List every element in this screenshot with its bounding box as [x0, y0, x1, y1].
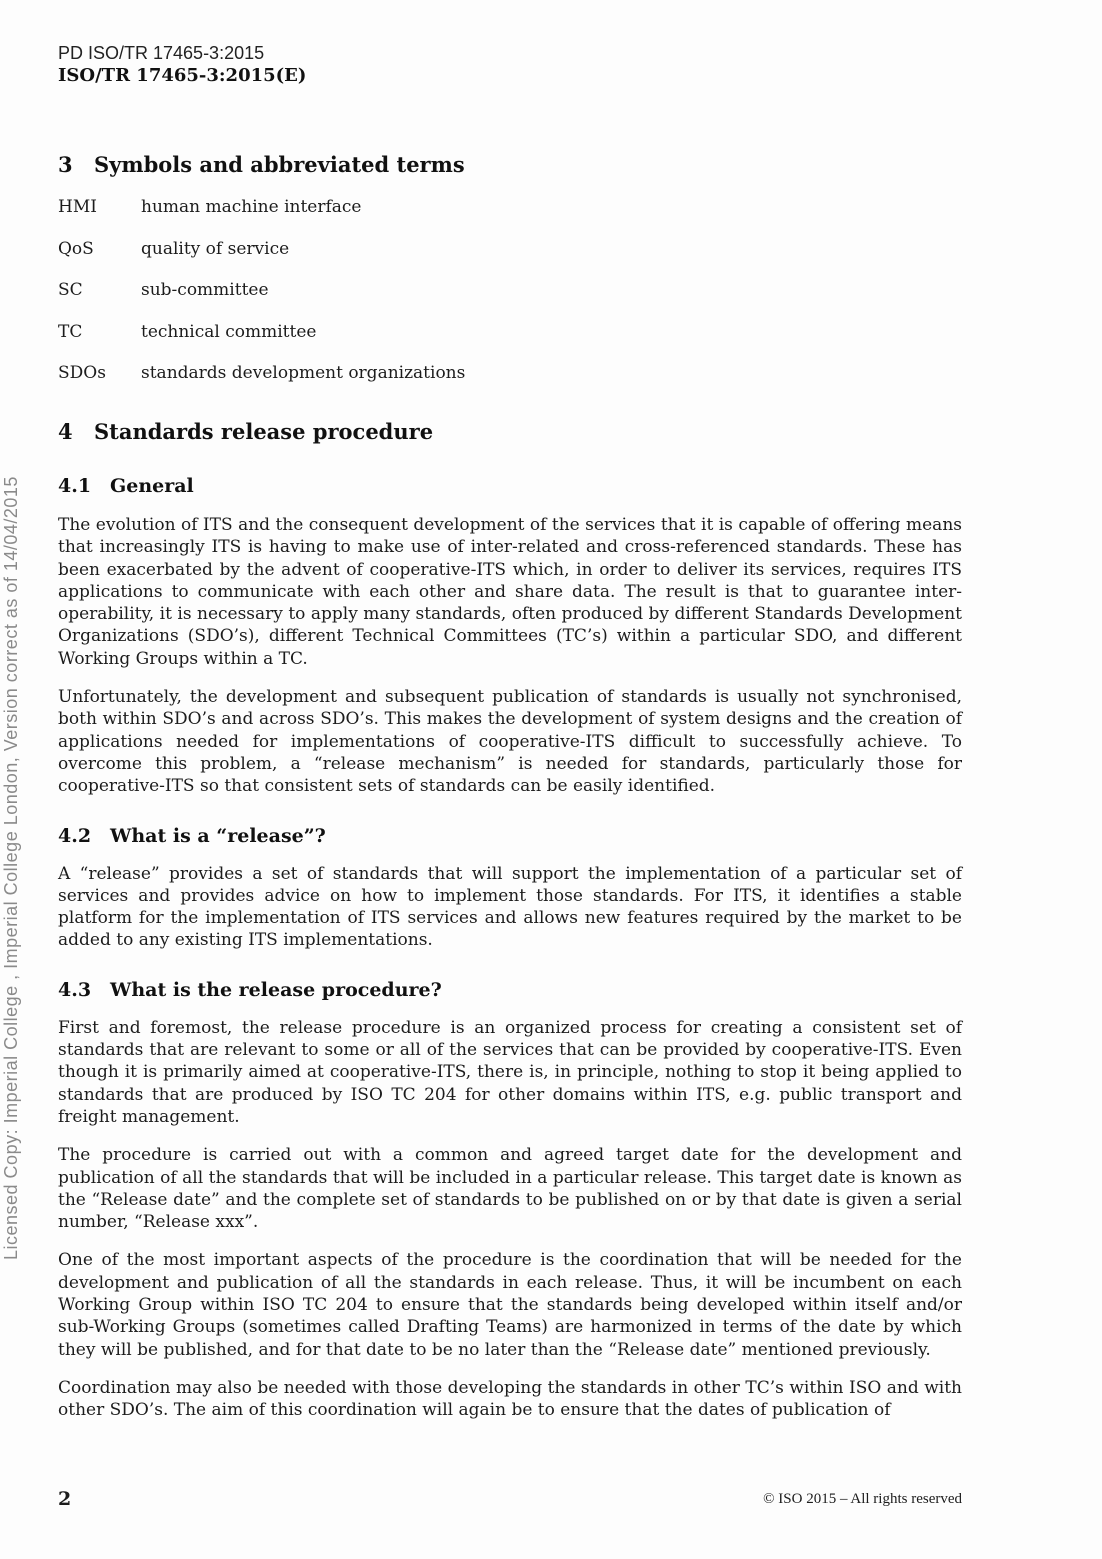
subsection-title: General [110, 475, 194, 497]
abbreviation-term: QoS [58, 238, 94, 259]
paragraph: The evolution of ITS and the consequent development of the services that it is capable of offering means that increasingly ITS is having to make use of inter-related and cross-referenced standards. These has been exacerbated by the advent of cooperative-ITS which, in order to deliver its services, requires ITS applications to communicate with each other and share data. The result is that to guarantee inter-operability, it is necessary to apply many standards, often produced by different Standards Development Organizations (SDO’s), different Technical Committees (TC’s) within a particular SDO, and different Working Groups within a TC. [58, 515, 962, 669]
subsection-title: What is the release procedure? [110, 978, 442, 1001]
paragraph: A “release” provides a set of standards that will support the implementation of a particular set of services and provides advice on how to implement those standards. For ITS, it identifies a stable platform for the implementation of ITS services and allows new features required by the market to be added to any existing ITS implementations. [58, 863, 962, 951]
subsection-4-2-heading [58, 823, 962, 849]
page-content [58, 150, 962, 1422]
subsection-4-1-heading [58, 473, 962, 499]
section-3-heading [58, 150, 962, 180]
abbreviation-item [58, 238, 962, 260]
abbreviation-item [58, 279, 962, 301]
section-title: Standards release procedure [94, 419, 434, 444]
section-number: 4 [58, 419, 73, 444]
section-number: 3 [58, 152, 73, 177]
abbreviation-definition: standards development organizations [141, 363, 466, 383]
abbreviation-term: SC [58, 280, 83, 300]
abbreviation-term: TC [58, 321, 83, 342]
subsection-number: 4.1 [58, 475, 92, 497]
copyright-notice: © ISO 2015 – All rights reserved [763, 1491, 962, 1507]
paragraph: Coordination may also be needed with those developing the standards in other TC’s within ISO and with other SDO’s. The aim of this coordination will again be to ensure that the dates of publication of [58, 1377, 962, 1421]
header-line-1: PD ISO/TR 17465-3:2015 [58, 43, 265, 63]
section-4-heading [58, 417, 962, 447]
paragraph: Unfortunately, the development and subsequent publication of standards is usually not synchronised, both within SDO’s and across SDO’s. This makes the development of system designs and the creation of applications needed for implementations of cooperative-ITS difficult to successfully achieve. To overcome this problem, a “release mechanism” is needed for standards, particularly those for cooperative-ITS so that consistent sets of standards can be easily identified. [58, 687, 962, 797]
abbreviation-list [58, 196, 962, 384]
header-line-2: ISO/TR 17465-3:2015(E) [58, 65, 307, 86]
subsection-number: 4.2 [58, 824, 92, 847]
section-title: Symbols and abbreviated terms [94, 152, 465, 177]
subsection-title: What is a “release”? [110, 824, 326, 847]
paragraph: The procedure is carried out with a common and agreed target date for the development and publication of all the standards that will be included in a particular release. This target date is known as the “Release date” and the complete set of standards to be published on or by that date is given a serial number, “Release xxx”. [58, 1145, 962, 1233]
abbreviation-term: HMI [58, 197, 97, 217]
paragraph: First and foremost, the release procedure is an organized process for creating a consistent set of standards that are relevant to some or all of the services that can be provided by cooperative-ITS. Even though it is primarily aimed at cooperative-ITS, there is, in principle, nothing to stop it being applied to standards that are produced by ISO TC 204 for other domains within ITS, e.g. public transport and freight management. [58, 1017, 962, 1127]
subsection-4-3-heading [58, 977, 962, 1003]
abbreviation-term: SDOs [58, 363, 106, 383]
page-number: 2 [58, 1488, 72, 1510]
document-header [58, 42, 306, 88]
abbreviation-item [58, 321, 962, 343]
abbreviation-definition: quality of service [141, 238, 290, 259]
side-watermark-text: Licensed Copy: Imperial College , Imperial College London, Version correct as of 14/04/2015 [1, 476, 21, 1260]
abbreviation-item [58, 362, 962, 384]
page-footer [58, 1488, 962, 1514]
subsection-number: 4.3 [58, 978, 92, 1001]
abbreviation-definition: technical committee [141, 321, 317, 342]
abbreviation-definition: human machine interface [141, 197, 362, 217]
paragraph: One of the most important aspects of the procedure is the coordination that will be needed for the development and publication of all the standards in each release. Thus, it will be incumbent on each Working Group within ISO TC 204 to ensure that the standards being developed within itself and/or sub-Working Groups (sometimes called Drafting Teams) are harmonized in terms of the date by which they will be published, and for that date to be no later than the “Release date” mentioned previously. [58, 1250, 962, 1360]
side-watermark [0, 300, 22, 1260]
abbreviation-item [58, 196, 962, 218]
abbreviation-definition: sub-committee [141, 280, 269, 300]
